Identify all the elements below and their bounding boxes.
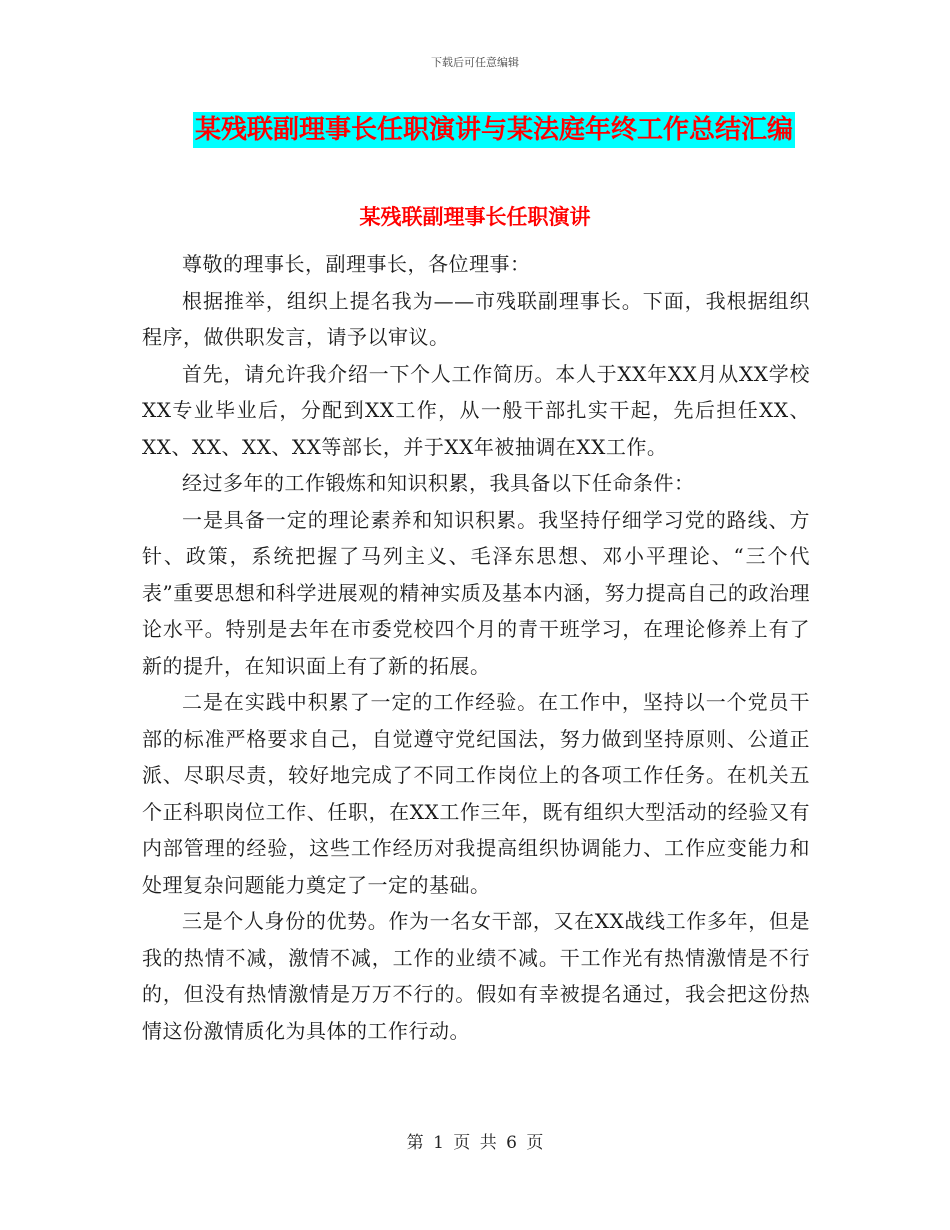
- paragraph: 首先，请允许我介绍一下个人工作简历。本人于XX年XX月从XX学校XX专业毕业后，分配到XX工作，从一般干部扎实干起，先后担任XX、XX、XX、XX、XX等部长，并于XX年被抽调在XX工作。: [142, 361, 810, 459]
- paragraph: 三是个人身份的优势。作为一名女干部，又在XX战线工作多年，但是我的热情不减，激情不减，工作的业绩不减。干工作光有热情激情是不行的，但没有热情激情是万万不行的。假如有幸被提名通过，我会把这份热情这份激情质化为具体的工作行动。: [142, 909, 810, 1043]
- header-note: 下载后可任意编辑: [431, 56, 519, 69]
- section-title: 某残联副理事长任职演讲: [359, 204, 591, 229]
- paragraph: 二是在实践中积累了一定的工作经验。在工作中，坚持以一个党员干部的标准严格要求自己，自觉遵守党纪国法，努力做到坚持原则、公道正派、尽职尽责，较好地完成了不同工作岗位上的各项工作任务。在机关五个正科职岗位工作、任职，在XX工作三年，既有组织大型活动的经验又有内部管理的经验，这些工作经历对我提高组织协调能力、工作应变能力和处理复杂问题能力奠定了一定的基础。: [142, 690, 810, 897]
- page-footer: 第 1 页 共 6 页: [406, 1133, 544, 1153]
- paragraph: 一是具备一定的理论素养和知识积累。我坚持仔细学习党的路线、方针、政策，系统把握了马列主义、毛泽东思想、邓小平理论、“三个代表”重要思想和科学进展观的精神实质及基本内涵，努力提高自己的政治理论水平。特别是去年在市委党校四个月的青干班学习，在理论修养上有了新的提升，在知识面上有了新的拓展。: [142, 507, 810, 678]
- document-title: 某残联副理事长任职演讲与某法庭年终工作总结汇编: [193, 112, 795, 148]
- document-body: [142, 246, 810, 1049]
- document-title-container: [193, 112, 795, 148]
- paragraph: 尊敬的理事长，副理事长，各位理事：: [182, 252, 531, 276]
- paragraph: 根据推举，组织上提名我为——市残联副理事长。下面，我根据组织程序，做供职发言，请予以审议。: [142, 288, 810, 349]
- paragraph: 经过多年的工作锻炼和知识积累，我具备以下任命条件：: [182, 471, 695, 495]
